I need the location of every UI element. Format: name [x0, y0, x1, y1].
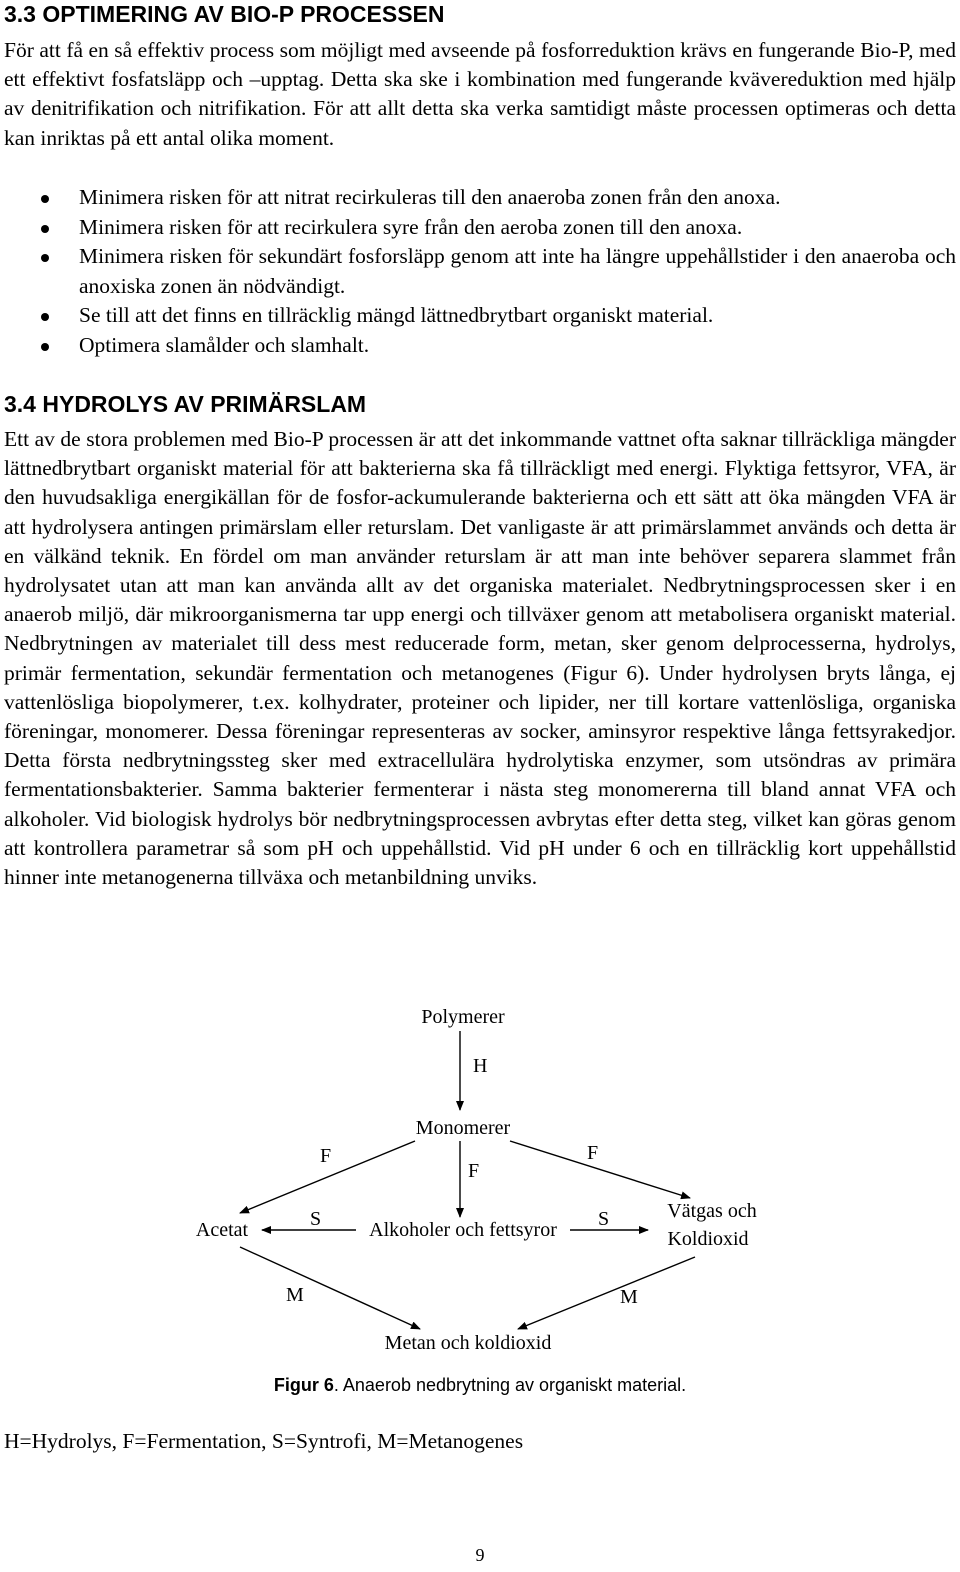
label-m-left: M: [286, 1284, 304, 1306]
node-acetat: Acetat: [195, 1219, 249, 1241]
bullet-icon: [41, 343, 49, 351]
bullet-icon: [41, 225, 49, 233]
label-f-center: F: [468, 1160, 480, 1182]
node-vatgas-line2: Koldioxid: [667, 1228, 749, 1250]
arrow-metanogenes-right: [518, 1257, 695, 1329]
label-h: H: [473, 1055, 488, 1077]
bullet-list: [4, 183, 956, 360]
label-f-right: F: [587, 1142, 599, 1164]
list-item: Minimera risken för att nitrat recirkuleras till den anaeroba zonen från den anoxa.: [4, 183, 956, 213]
label-m-right: M: [620, 1286, 638, 1308]
figure-caption-text: . Anaerob nedbrytning av organiskt material.: [333, 1375, 687, 1395]
figure-caption: [0, 1373, 960, 1397]
node-monomerer: Monomerer: [415, 1117, 511, 1139]
list-item: Minimera risken för sekundärt fosforsläpp genom att inte ha längre uppehållstider i den anaeroba och anoxiska zonen än nödvändigt.: [4, 242, 956, 301]
label-s-left: S: [310, 1208, 322, 1230]
page-number: 9: [475, 1545, 485, 1565]
node-vatgas-line1: Vätgas och: [667, 1200, 757, 1222]
node-metan: Metan och koldioxid: [384, 1332, 552, 1354]
list-item: Minimera risken för att recirkulera syre från den aeroba zonen till den anoxa.: [4, 213, 956, 243]
bullet-icon: [41, 195, 49, 203]
label-f-left: F: [320, 1145, 332, 1167]
degradation-diagram: [180, 995, 780, 1365]
arrow-fermentation-right: [510, 1141, 690, 1198]
paragraph-hydrolys: Ett av de stora problemen med Bio-P processen är att det inkommande vattnet ofta saknar tillräckliga mängder lättnedbrytbart organiskt material för att bakterierna ska få tillräckligt med energi. Flyktiga fettsyror, VFA, är den huvudsakliga energikällan för de fosfor-ackumulerande bakterierna och ett sätt att öka mängden VFA är att hydrolysera antingen primärslam eller returslam. Det vanligaste är att primärslammet används och detta är en välkänd teknik. En fördel om man använder returslam är att man inte behöver separera slammet från hydrolysatet utan att man kan använda allt av det organiska materialet. Nedbrytningsprocessen sker i en anaerob miljö, där mikroorganismerna tar upp energi och tillväxer genom att metabolisera organiskt material. Nedbrytningen av materialet till dess mest reducerade form, metan, sker genom delprocesserna, hydrolys, primär fermentation, sekundär fermentation och metanogenes (Figur 6). Under hydrolysen bryts långa, ej vattenlösliga biopolymerer, t.ex. kolhydrater, proteiner och lipider, ner till kortare vattenlösliga, organiska föreningar, monomerer. Dessa föreningar representeras av socker, aminsyror respektive långa fettsyrakedjor. Detta första nedbrytningssteg sker med extracellulära hydrolytiska enzymer, som utsöndras av primära fermentationsbakterier. Samma bakterier fermenterar i nästa steg monomererna till bland annat VFA och alkoholer. Vid biologisk hydrolys bör nedbrytningsprocessen avbrytas efter detta steg, vilket kan göras genom att kontrollera parametrar så som pH och uppehållstid. Vid pH under 6 och en tillräcklig kort uppehållstid hinner inte metanogenerna tillväxa och metanbildning unviks.: [4, 427, 956, 890]
paragraph-optimering: För att få en så effektiv process som möjligt med avseende på fosforreduktion krävs en fungerande Bio-P, med ett effektivt fosfatsläpp och –upptag. Detta ska ske i kombination med fungerande kvävereduktion med hjälp av denitrifikation och nitrifikation. För att allt detta ska verka samtidigt måste processen optimeras och detta kan inriktas på ett antal olika moment.: [4, 38, 956, 150]
list-item: Se till att det finns en tillräcklig mängd lättnedbrytbart organiskt material.: [4, 301, 956, 331]
list-item: Optimera slamålder och slamhalt.: [4, 331, 956, 361]
bullet-icon: [41, 313, 49, 321]
figure-label: Figur 6: [273, 1375, 334, 1395]
node-alkoholer: Alkoholer och fettsyror: [369, 1219, 557, 1241]
abbreviation-legend: H=Hydrolys, F=Fermentation, S=Syntrofi, M=Metanogenes: [4, 1429, 524, 1453]
label-s-right: S: [598, 1208, 610, 1230]
bullet-icon: [41, 254, 49, 262]
node-polymerer: Polymerer: [421, 1006, 505, 1028]
section-heading-optimering: 3.3 OPTIMERING AV BIO-P PROCESSEN: [4, 1, 445, 27]
arrow-metanogenes-left: [240, 1247, 420, 1329]
section-heading-hydrolys: 3.4 HYDROLYS AV PRIMÄRSLAM: [4, 391, 367, 417]
